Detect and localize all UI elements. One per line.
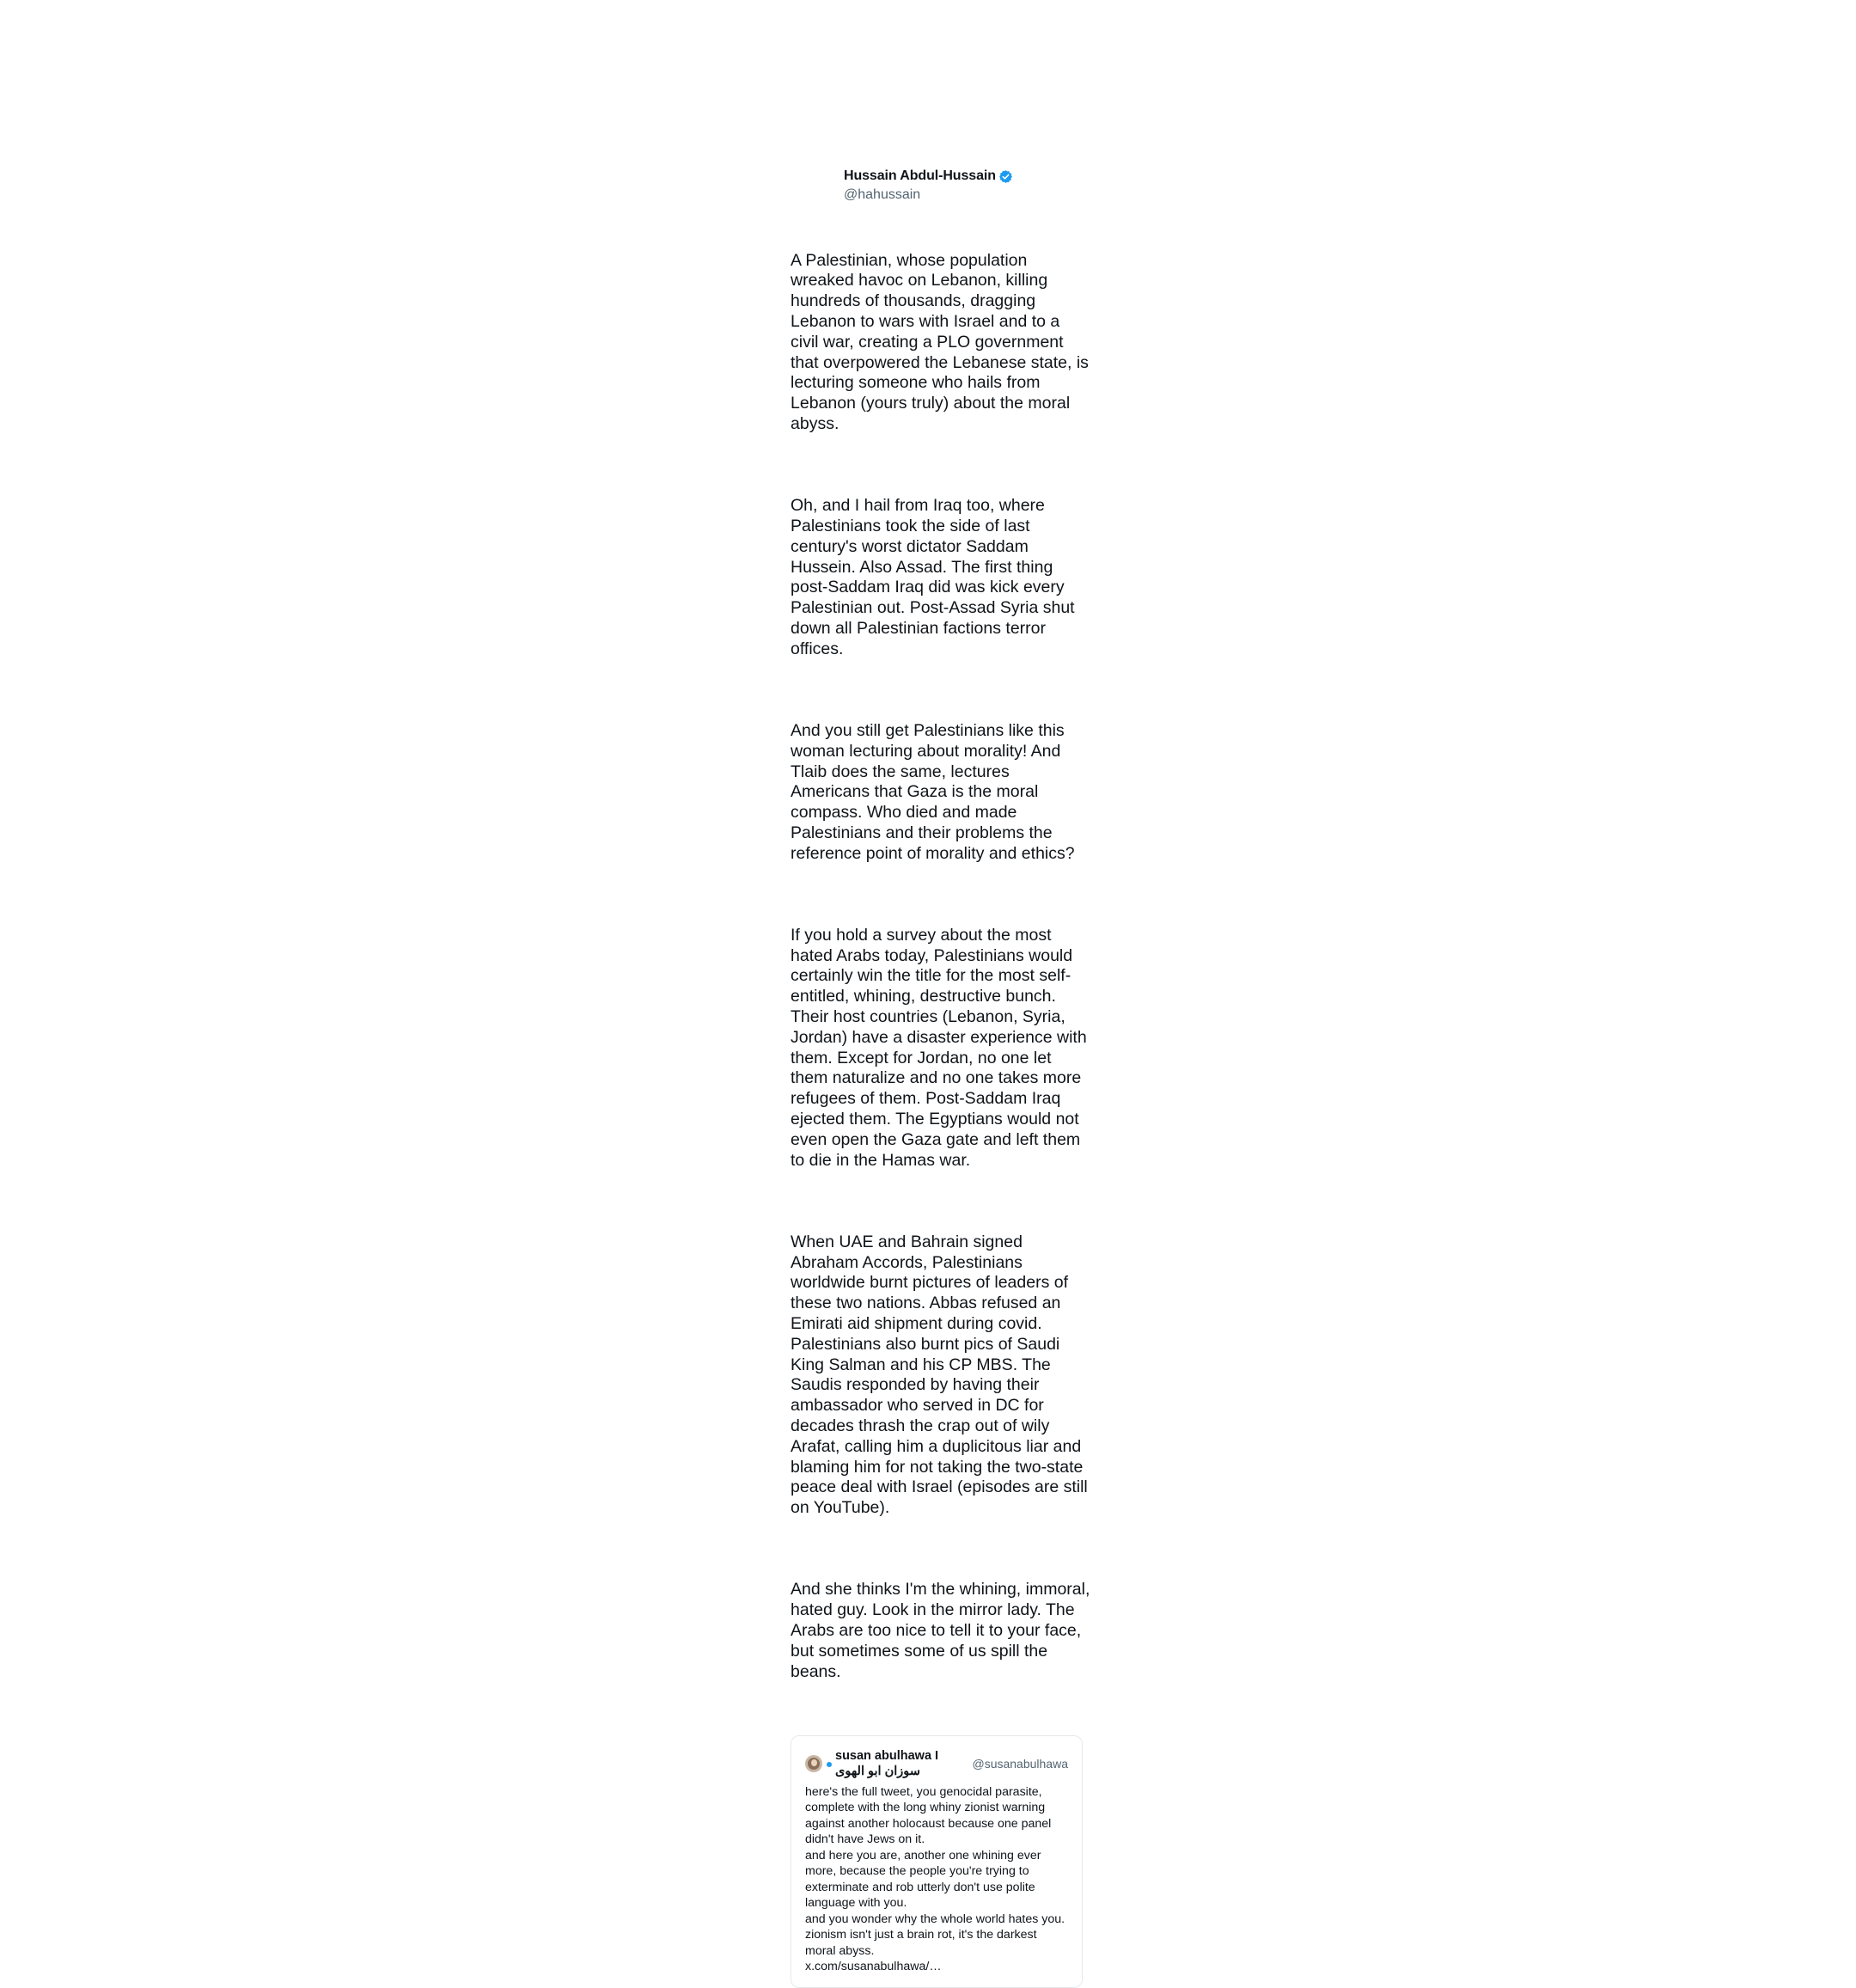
verified-badge-icon [998,169,1013,184]
tweet-paragraph: A Palestinian, whose population wreaked havoc on Lebanon, killing hundreds of thousands, dragging Lebanon to wars with Israel and to a civil war, creating a PLO government that overpowered the Lebanese state, is lecturing someone who hails from Lebanon (yours truly) about the moral abyss. [791,250,1094,433]
author-name[interactable]: Hussain Abdul-Hussain [844,168,996,183]
quoted-author-name[interactable]: susan abulhawa I [835,1748,939,1763]
tweet-body [791,210,1095,1723]
quoted-tweet[interactable] [791,1735,1083,1988]
quoted-author-handle[interactable]: @susanabulhawa [972,1756,1068,1771]
quoted-tweet-text: here's the full tweet, you genocidal parasite, complete with the long whiny zionist warning against another holocaust because one panel didn't have Jews on it. and here you are, another one whining ever more, because the people you're trying to exterminate and rob utterly don't use polite language with you. and you wonder why the whole world hates you. zionism isn't just a brain rot, it's the darkest moral abyss. [805,1784,1065,1958]
quoted-author-name-arabic[interactable]: سوزان ابو الهوى [835,1764,920,1778]
quoted-tweet-header [805,1748,1068,1783]
tweet-paragraph: When UAE and Bahrain signed Abraham Accords, Palestinians worldwide burnt pictures of leaders of these two nations. Abbas refused an Emirati aid shipment during covid. Palestinians also burnt pics of Saudi King Salman and his CP MBS. The Saudis responded by having their ambassador who served in DC for decades thrash the crap out of wily Arafat, calling him a duplicitous liar and blaming him for not taking the two-state peace deal with Israel (episodes are still on YouTube). [791,1232,1093,1518]
avatar[interactable] [805,1755,822,1772]
author-name-row [844,168,1013,184]
tweet-card [791,162,1095,1988]
tweet-paragraph: And you still get Palestinians like this woman lecturing about morality! And Tlaib does the same, lectures Americans that Gaza is the moral compass. Who died and made Palestinians and their problems the reference point of morality and ethics? [791,720,1075,863]
status-dot-icon [827,1762,832,1767]
tweet-paragraph: And she thinks I'm the whining, immoral, hated guy. Look in the mirror lady. The Arabs are too nice to tell it to your face, but sometimes some of us spill the beans. [791,1580,1095,1681]
tweet-paragraph: Oh, and I hail from Iraq too, where Palestinians took the side of last century's worst dictator Saddam Hussein. Also Assad. The first thing post-Saddam Iraq did was kick every Palestinian out. Post-Assad Syria shut down all Palestinian factions terror offices. [791,496,1080,658]
author-handle[interactable]: @hahussain [844,187,921,202]
tweet-author[interactable] [791,162,1091,210]
tweet-paragraph: If you hold a survey about the most hated Arabs today, Palestinians would certainly win the title for the most self-entitled, whining, destructive bunch. Their host countries (Lebanon, Syria, Jordan) have a disaster experience with them. Except for Jordan, no one let them naturalize and no one takes more refugees of them. Post-Saddam Iraq ejected them. The Egyptians would not even open the Gaza gate and left them to die in the Hamas war. [791,925,1092,1170]
quoted-tweet-link[interactable]: x.com/susanabulhawa/… [805,1960,942,1974]
